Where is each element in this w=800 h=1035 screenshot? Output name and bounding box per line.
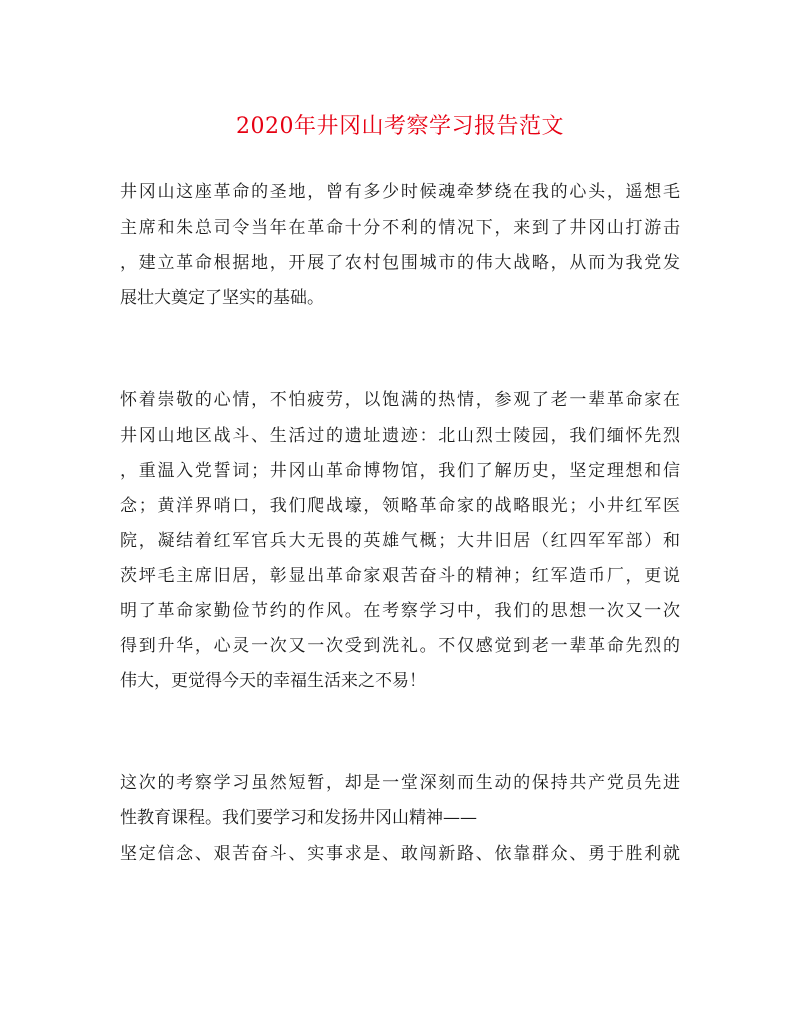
paragraph-2-line-3: ，重温入党誓词；井冈山革命博物馆，我们了解历史，坚定理想和信 <box>120 461 680 481</box>
paragraph-2-line-7: 明了革命家勤俭节约的作风。在考察学习中，我们的思想一次又一次 <box>120 601 680 621</box>
paragraph-2-line-2: 井冈山地区战斗、生活过的遗址遗迹：北山烈士陵园，我们缅怀先烈 <box>120 426 680 446</box>
paragraph-1-line-3: ，建立革命根据地，开展了农村包围城市的伟大战略，从而为我党发 <box>120 253 680 273</box>
paragraph-3-line-1: 这次的考察学习虽然短暂，却是一堂深刻而生动的保持共产党员先进 <box>120 773 680 793</box>
paragraph-2-line-4: 念；黄洋界哨口，我们爬战壕，领略革命家的战略眼光；小井红军医 <box>120 496 680 516</box>
paragraph-2-line-8: 得到升华，心灵一次又一次受到洗礼。不仅感觉到老一辈革命先烈的 <box>120 636 680 656</box>
paragraph-1-line-4: 展壮大奠定了坚实的基础。 <box>120 288 324 308</box>
paragraph-2-line-9: 伟大，更觉得今天的幸福生活来之不易！ <box>120 671 426 691</box>
paragraph-1-line-2: 主席和朱总司令当年在革命十分不利的情况下，来到了井冈山打游击 <box>120 218 680 238</box>
paragraph-1-line-1: 井冈山这座革命的圣地，曾有多少时候魂牵梦绕在我的心头，遥想毛 <box>120 182 680 202</box>
paragraph-2-line-6: 茨坪毛主席旧居，彰显出革命家艰苦奋斗的精神；红军造币厂，更说 <box>120 566 680 586</box>
paragraph-2-line-1: 怀着崇敬的心情，不怕疲劳，以饱满的热情，参观了老一辈革命家在 <box>120 390 680 410</box>
document-title: 2020年井冈山考察学习报告范文 <box>236 114 564 139</box>
paragraph-2-line-5: 院，凝结着红军官兵大无畏的英雄气概；大井旧居（红四军军部）和 <box>120 531 680 551</box>
paragraph-3-line-2: 性教育课程。我们要学习和发扬井冈山精神—— <box>120 808 477 828</box>
paragraph-3-line-3: 坚定信念、艰苦奋斗、实事求是、敢闯新路、依靠群众、勇于胜利就 <box>120 844 680 864</box>
